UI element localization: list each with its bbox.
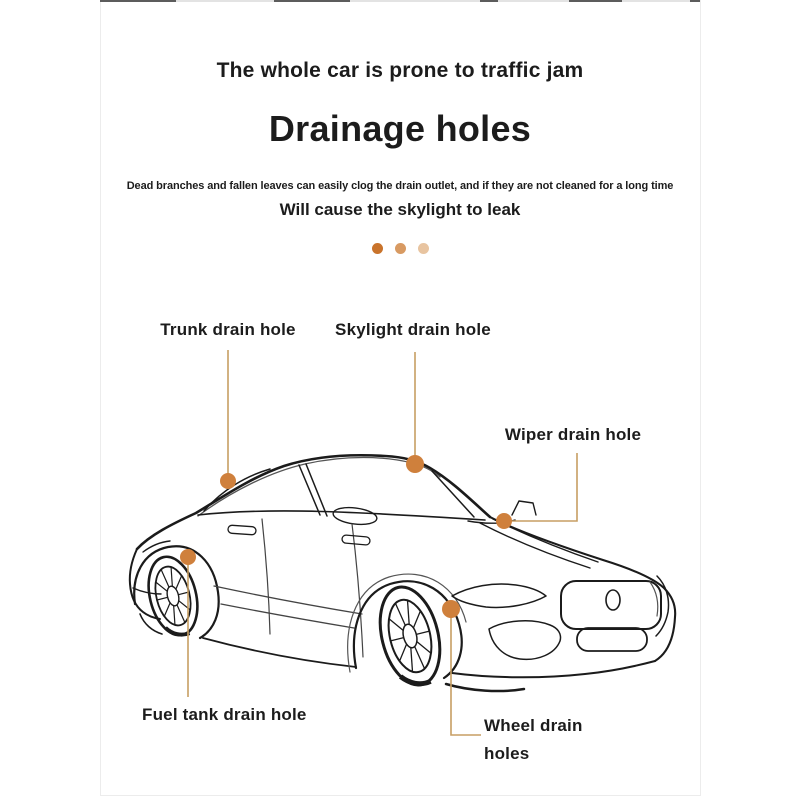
callout-label-wiper: Wiper drain hole <box>504 425 642 444</box>
trunk-marker-dot <box>220 473 236 489</box>
skylight-marker-dot <box>406 455 424 473</box>
wiper-leader-line <box>512 453 577 521</box>
callout-label-fuel-tank: Fuel tank drain hole <box>142 705 307 724</box>
callout-label-trunk: Trunk drain hole <box>160 320 296 339</box>
callout-marker-dots <box>180 455 512 618</box>
description-text: Dead branches and fallen leaves can easily clog the drain outlet, and if they are not cleaned for a long time <box>126 180 674 192</box>
wiper-marker-dot <box>496 513 512 529</box>
car-wheel-rear <box>141 552 205 641</box>
warning-text: Will cause the skylight to leak <box>279 200 521 219</box>
callout-label-wheel: Wheel drain holes <box>484 716 583 763</box>
page-title: Drainage holes <box>268 108 532 149</box>
wheel-marker-dot <box>442 600 460 618</box>
kicker-text: The whole car is prone to traffic jam <box>216 59 584 82</box>
fuel-marker-dot <box>180 549 196 565</box>
car-wheel-front <box>371 581 450 692</box>
callout-label-skylight: Skylight drain hole <box>335 320 491 339</box>
